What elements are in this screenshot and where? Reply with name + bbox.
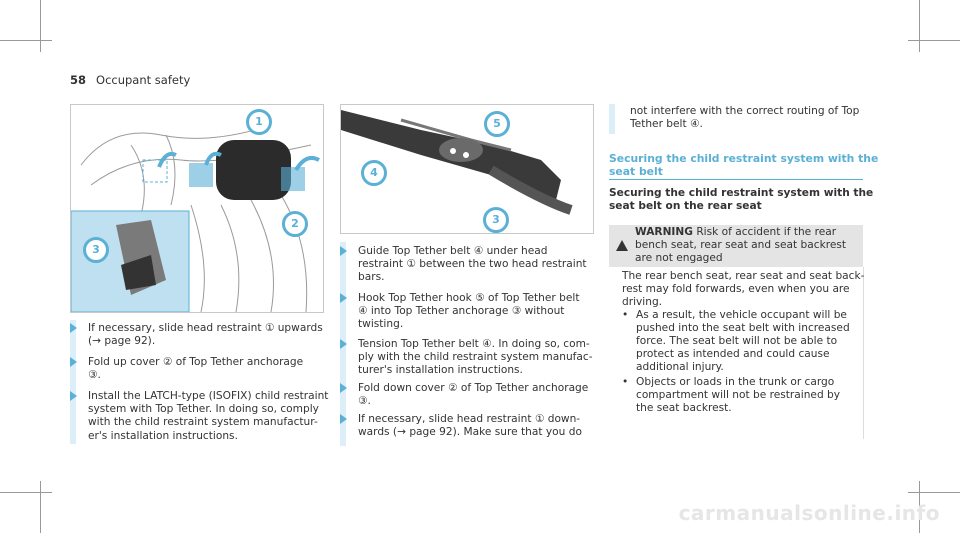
callout-1: 1 [246,109,272,135]
arrow-icon [340,414,347,424]
warning-line: bench seat, rear seat and seat backrest [635,239,847,251]
crop-mark [40,0,41,52]
page-number: 58 [70,73,87,87]
crop-mark [908,40,960,41]
step-line: Install the LATCH-type (ISOFIX) child restraint [88,390,329,402]
warning-line: Risk of accident if the rear [696,226,837,238]
title-line: seat belt on the rear seat [609,200,762,212]
text-line: The rear bench seat, rear seat and seat back- [622,270,865,282]
arrow-icon [340,246,347,256]
step-line: ④ into Top Tether anchorage ③ without [358,305,565,318]
text-line: As a result, the vehicle occupant will be [636,309,847,321]
step-line: Guide Top Tether belt ④ under head [358,245,548,257]
text-line: Objects or loads in the trunk or cargo [636,376,835,388]
arrow-icon [340,383,347,393]
step-line: ply with the child restraint system manufac- [358,351,593,364]
callout-3: 3 [83,237,109,263]
warning-label: WARNING [635,226,693,238]
step-line: turer's installation instructions. [358,364,523,377]
warning-icon [616,240,628,251]
step-line: ③. [358,395,371,408]
bullet-dot: • [622,309,629,321]
text-line: additional injury. [636,361,724,373]
warning-line: are not engaged [635,252,723,264]
step-line: wards (→ page 92). Make sure that you do [358,426,582,439]
section-rule [609,179,863,180]
text-line: compartment will not be restrained by [636,389,841,401]
step-bar [70,320,76,444]
continuation-text [630,105,859,131]
bullet-dot: • [622,376,629,388]
title-line: seat belt [609,165,663,178]
step-line: ③. [88,369,101,382]
step-line: er's installation instructions. [88,429,238,442]
step-line: restraint ① between the two head restraint [358,258,587,271]
arrow-icon [70,357,77,367]
crop-mark [908,492,960,493]
text-line: rest may fold forwards, even when you are [622,283,850,295]
crop-mark [0,492,52,493]
step-line: bars. [358,271,385,284]
watermark: carmanualsonline.info [678,501,940,525]
crop-mark [0,40,52,41]
step-line: Fold up cover ② of Top Tether anchorage [88,356,304,368]
title-line: Securing the child restraint system with the [609,152,879,165]
text-line: Tether belt ④. [630,118,703,130]
text-line: the seat backrest. [636,402,732,414]
crop-mark [919,0,920,52]
step-bar [609,104,615,134]
step-line: Tension Top Tether belt ④. In doing so, com- [358,338,590,350]
seat-illustration [71,105,323,312]
text-line: not interfere with the correct routing of Top [630,105,860,117]
crop-mark [40,481,41,533]
step-line: with the child restraint system manufactur- [88,416,318,429]
callout-2: 2 [282,211,308,237]
callout-5: 5 [484,111,510,137]
step-line: Fold down cover ② of Top Tether anchorage [358,382,589,394]
step-line: If necessary, slide head restraint ① down- [358,413,581,425]
callout-3b: 3 [483,207,509,233]
text-line: driving. [622,296,663,308]
sub-title [609,187,873,213]
warning-box [609,225,863,267]
figure-top-tether-belt [340,104,594,234]
step-line: twisting. [358,318,404,331]
page-header [70,73,190,87]
step-line: (→ page 92). [88,335,156,348]
callout-4: 4 [361,160,387,186]
step-line: system with Top Tether. In doing so, comply [88,403,319,416]
arrow-icon [340,293,347,303]
warning-paragraph [622,270,864,309]
arrow-icon [70,323,77,333]
title-line: Securing the child restraint system with the [609,187,874,199]
arrow-icon [70,391,77,401]
step-line: If necessary, slide head restraint ① upwards [88,322,323,334]
section-title [609,152,878,178]
text-line: force. The seat belt will not be able to [636,335,838,347]
arrow-icon [340,339,347,349]
warning-text [635,226,846,265]
figure-head-restraint [70,104,324,313]
text-line: pushed into the seat belt with increased [636,322,850,334]
text-line: protect as intended and could cause [636,348,830,360]
section-name: Occupant safety [96,73,191,87]
step-line: Hook Top Tether hook ⑤ of Top Tether belt [358,292,580,304]
